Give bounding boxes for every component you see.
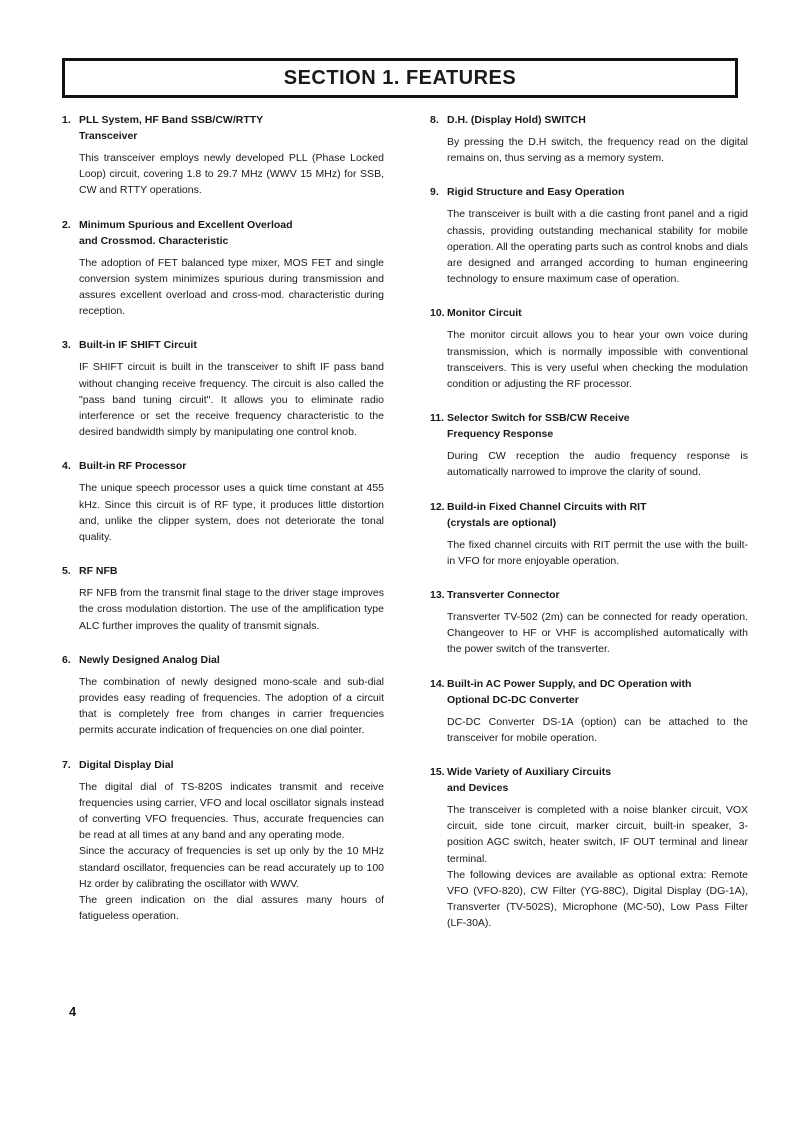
feature-paragraph: The transceiver is completed with a noise blanker circuit, VOX circuit, side tone circuit, marker circuit, built-in speaker, 3-position AGC switch, heater switch, IF OUT terminal and linear terminal.: [447, 804, 748, 865]
feature-heading-line: Built-in IF SHIFT Circuit: [79, 339, 197, 352]
page-number: 4: [69, 1004, 77, 1019]
left-column: [62, 112, 384, 943]
feature-number: 6.: [62, 653, 71, 666]
feature-number: 1.: [62, 114, 71, 126]
feature-number: 15.: [430, 766, 445, 779]
feature-number: 7.: [62, 758, 71, 771]
feature-paragraph: DC-DC Converter DS-1A (option) can be attached to the transceiver for mobile operation.: [447, 715, 748, 744]
feature-paragraph: By pressing the D.H switch, the frequency read on the digital remains on, thus serving as a memory system.: [447, 136, 748, 165]
feature-paragraph: The monitor circuit allows you to hear your own voice during transmission, which is normally impossible with conventional transceivers. This is very useful when checking the modulation condition or adjusting the RF processor.: [447, 329, 748, 391]
feature-heading: [430, 184, 748, 200]
feature-item: [430, 587, 748, 658]
feature-heading: [430, 587, 748, 603]
feature-paragraph: This transceiver employs newly developed PLL (Phase Locked Loop) circuit, covering 1.8 to 29.7 MHz (WWV 15 MHz) for SSB, CW and RTTY operations.: [79, 152, 384, 197]
feature-paragraph: Since the accuracy of frequencies is set up only by the 10 MHz standard oscillator, frequencies can be read accurately up to 100 Hz order by calibrating the oscillator with WWV.: [79, 845, 384, 890]
feature-item: [430, 112, 748, 166]
feature-heading-line: Transceiver: [79, 130, 138, 142]
feature-paragraph: RF NFB from the transmit final stage to the driver stage improves the cross modulation distortion. The use of the amplification type ALC further improves the quality of transmit signals.: [79, 587, 384, 632]
feature-item: [62, 757, 384, 925]
feature-paragraph: The adoption of FET balanced type mixer, MOS FET and single conversion system minimizes spurious during transmission and assures excellent overload and cross-mod. characteristic during reception.: [79, 256, 384, 318]
feature-body: [62, 480, 384, 545]
feature-heading-line: Build-in Fixed Channel Circuits with RIT: [447, 500, 647, 513]
feature-heading-line: Digital Display Dial: [79, 758, 174, 771]
feature-body: [430, 448, 748, 480]
feature-heading-line: PLL System, HF Band SSB/CW/RTTY: [79, 114, 264, 126]
feature-heading-line: Minimum Spurious and Excellent Overload: [79, 218, 293, 231]
feature-item: [430, 184, 748, 287]
feature-body: [430, 802, 748, 932]
feature-heading-line: Monitor Circuit: [447, 307, 522, 320]
feature-number: 4.: [62, 460, 71, 473]
feature-heading-line: Frequency Response: [447, 428, 554, 441]
feature-body: [62, 255, 384, 320]
feature-heading-line: Transverter Connector: [447, 589, 560, 602]
feature-paragraph: The following devices are available as optional extra: Remote VFO (VFO-820), CW Filter (YG-88C), Digital Display (DG-1A), Transverter (TV-502S), Microphone (MC-50), Low Pass Filter (LF-30A).: [447, 868, 748, 930]
feature-item: [62, 337, 384, 440]
feature-heading: [62, 337, 384, 353]
feature-heading: [62, 458, 384, 474]
feature-number: 10.: [430, 307, 445, 320]
feature-heading-line: RF NFB: [79, 565, 118, 578]
feature-item: [430, 305, 748, 392]
feature-paragraph: The transceiver is built with a die casting front panel and a rigid chassis, providing outstanding mechanical stability for mobile operation. All the operating parts such as control knobs and dials are designed and arranged according to human engineering technology to ensure maximum case of operation.: [447, 208, 748, 286]
feature-number: 9.: [430, 186, 439, 199]
feature-heading: [430, 112, 748, 128]
feature-number: 11.: [430, 412, 445, 425]
section-banner: [62, 58, 738, 98]
feature-item: [62, 652, 384, 739]
feature-body: [430, 714, 748, 746]
feature-number: 13.: [430, 589, 445, 602]
feature-item: [62, 112, 384, 199]
feature-heading: [430, 764, 748, 796]
feature-heading-line: Newly Designed Analog Dial: [79, 653, 220, 666]
feature-body: [62, 779, 384, 925]
feature-heading: [62, 563, 384, 579]
feature-body: [430, 327, 748, 392]
feature-body: [62, 585, 384, 634]
feature-heading-line: Optional DC-DC Converter: [447, 693, 579, 706]
feature-heading: [430, 676, 748, 708]
feature-heading-line: D.H. (Display Hold) SWITCH: [447, 114, 586, 126]
feature-heading-line: and Devices: [447, 782, 509, 795]
feature-item: [62, 458, 384, 545]
feature-item: [430, 676, 748, 746]
feature-body: [430, 206, 748, 287]
feature-item: [62, 563, 384, 634]
feature-number: 5.: [62, 565, 71, 578]
feature-heading: [430, 305, 748, 321]
feature-heading: [430, 499, 748, 531]
feature-heading: [62, 757, 384, 773]
section-title: SECTION 1. FEATURES: [283, 66, 517, 89]
feature-heading: [62, 217, 384, 249]
feature-paragraph: The unique speech processor uses a quick time constant at 455 kHz. Since this circuit is of RF type, it produces little distortion and, unlike the clipper system, does not deteriorate the tonal quality.: [79, 482, 384, 544]
feature-heading-line: Selector Switch for SSB/CW Receive: [447, 412, 630, 425]
feature-paragraph: Transverter TV-502 (2m) can be connected for ready operation. Changeover to HF or VHF is accomplished automatically with the power switch of the transverter.: [447, 611, 748, 656]
feature-number: 8.: [430, 114, 439, 126]
feature-paragraph: The digital dial of TS-820S indicates transmit and receive frequencies using carrier, VFO and local oscillator signals instead of converting VFO frequencies. Thus, accurate frequencies can be read at all times at any band and any operating mode.: [79, 780, 384, 842]
feature-body: [430, 537, 748, 569]
feature-heading-line: and Crossmod. Characteristic: [79, 234, 229, 247]
feature-item: [430, 410, 748, 480]
feature-heading-line: Built-in RF Processor: [79, 460, 187, 473]
feature-heading: [62, 652, 384, 668]
right-column: [430, 112, 748, 950]
feature-number: 14.: [430, 677, 445, 690]
feature-paragraph: During CW reception the audio frequency response is automatically narrowed to improve the clarity of sound.: [447, 450, 748, 479]
feature-number: 12.: [430, 500, 445, 513]
feature-paragraph: The fixed channel circuits with RIT permit the use with the built-in VFO for more enjoyable operation.: [447, 538, 748, 567]
feature-body: [62, 150, 384, 199]
feature-item: [62, 217, 384, 320]
feature-number: 3.: [62, 339, 71, 352]
feature-number: 2.: [62, 218, 71, 231]
feature-body: [430, 609, 748, 658]
feature-heading: [62, 112, 384, 144]
feature-body: [62, 674, 384, 739]
feature-item: [430, 764, 748, 932]
feature-paragraph: The green indication on the dial assures many hours of fatigueless operation.: [79, 894, 384, 923]
feature-heading-line: Wide Variety of Auxiliary Circuits: [447, 766, 612, 779]
feature-heading-line: Rigid Structure and Easy Operation: [447, 186, 625, 199]
feature-paragraph: IF SHIFT circuit is built in the transceiver to shift IF pass band without changing receive frequency. The circuit is also called the "pass band tuning circuit". It allows you to eliminate radio interference or set the receive frequency characteristic to the desired bandwidth simply by manipulating one control knob.: [79, 361, 384, 439]
feature-heading-line: Built-in AC Power Supply, and DC Operation with: [447, 677, 692, 690]
feature-heading: [430, 410, 748, 442]
feature-item: [430, 499, 748, 569]
feature-body: [430, 134, 748, 166]
feature-paragraph: The combination of newly designed mono-scale and sub-dial provides easy reading of frequencies. The adoption of a circuit that is completely free from changes in carrier frequencies permits accurate indication of frequencies on one dial pointer.: [79, 675, 384, 737]
feature-heading-line: (crystals are optional): [447, 516, 557, 529]
feature-body: [62, 359, 384, 440]
